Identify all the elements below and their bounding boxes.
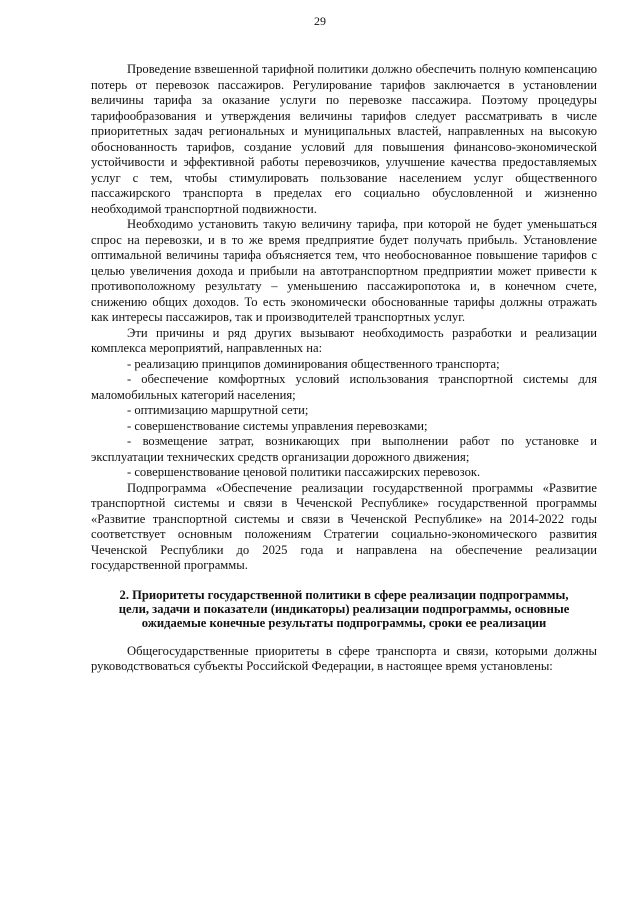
section-heading: 2. Приоритеты государственной политики в сфере реализации подпрограммы, цели, задачи и показатели (индикаторы) реализации подпрограммы, основные ожидаемые конечные результаты подпрограммы, сроки ее реализации [118,587,570,630]
list-item: - совершенствование ценовой политики пассажирских перевозок. [127,465,481,479]
paragraph-tariff-value: Необходимо установить такую величину тарифа, при которой не будет уменьшаться спрос на перевозки, и в то же время предприятие будет получать прибыль. Установление оптимальной величины тарифа объясняется тем, что необоснованное повышение тарифов с целью увеличения дохода и прибыли на автотранспортном предприятии может привести к противоположному результату – уменьшению пассажиропотока и, в конечном счете, снижению общих доходов. То есть экономически обоснованные тарифы должны отражать как интересы пассажиров, так и производителей транспортных услуг. [91,217,597,324]
list-item: - оптимизацию маршрутной сети; [127,403,309,417]
list-item: - реализацию принципов доминирования общественного транспорта; [127,356,500,371]
paragraph-tariff-policy: Проведение взвешенной тарифной политики должно обеспечить полную компенсацию потерь от перевозок пассажиров. Регулирование тарифов заключается в установлении величины тарифа за оказание услуги по перевозке пассажира. Поэтому процедуры тарифообразования и утверждения величины тарифов следует рассматривать в числе приоритетных задач региональных и муниципальных властей, направленных на высокую обоснованность тарифов, создание условий для повышения финансово-экономической устойчивости и эффективной работы перевозчиков, улучшение качества предоставляемых услуг с тем, чтобы стимулировать пользование населением услуг общественного пассажирского транспорта в пределах его социально обусловленной и жизненно необходимой транспортной подвижности. [91,62,597,216]
paragraph-priorities: Общегосударственные приоритеты в сфере транспорта и связи, которыми должны руководствоваться субъекты Российской Федерации, в настоящее время установлены: [91,643,597,673]
list-item: - обеспечение комфортных условий использования транспортной системы для маломобильных категорий населения; [91,372,597,402]
measures-list [91,357,597,481]
list-item: - возмещение затрат, возникающих при выполнении работ по установке и эксплуатации технических средств организации дорожного движения; [91,434,597,464]
paragraph-subprogram: Подпрограмма «Обеспечение реализации государственной программы «Развитие транспортной системы и связи в Чеченской Республике» государственной программы «Развитие транспортной системы и связи в Чеченской Республике» на 2014-2022 годы соответствует основным положениям Стратегии социально-экономического развития Чеченской Республики до 2025 года и направлена на обеспечение реализации государственной программы. [91,480,597,572]
paragraph-measures-intro: Эти причины и ряд других вызывают необходимость разработки и реализации комплекса мероприятий, направленных на: [91,325,597,355]
list-item: - совершенствование системы управления перевозками; [127,418,428,433]
page-number: 29 [314,14,326,28]
document-body [91,62,597,675]
